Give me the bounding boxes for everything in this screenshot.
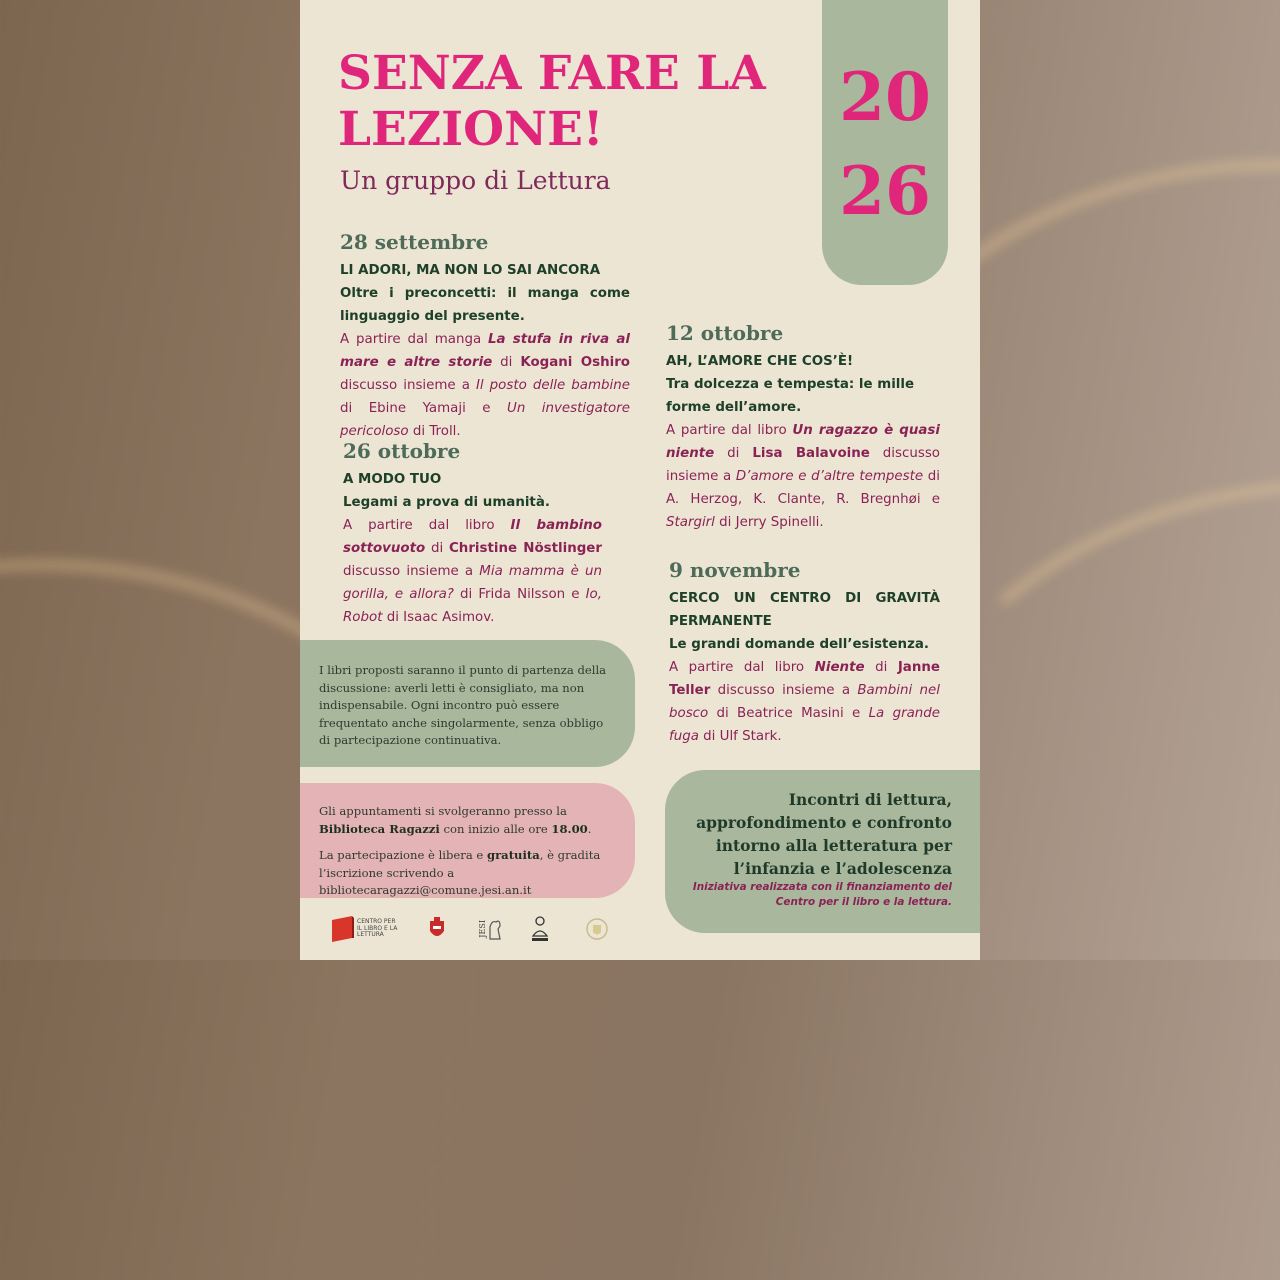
- desc-text: discusso insieme a: [710, 683, 858, 698]
- desc-text: A partire dal libro: [666, 423, 793, 438]
- related-book: Il posto delle bambine: [475, 378, 630, 393]
- year-bottom: 26: [839, 152, 931, 230]
- promo-box: [665, 770, 980, 933]
- desc-text: di: [425, 541, 449, 556]
- reading-figure-logo: [528, 912, 552, 946]
- book-title: Un ragazzo è quasi niente: [666, 423, 940, 461]
- info-paragraph: I libri proposti saranno il punto di partenza della discussione: averli letti è consigliato, ma non indispensabile. Ogni incontro può essere frequentato anche singolarmente, senza obbligo di partecipazione continuativa.: [319, 663, 607, 747]
- book-author: Janne Teller: [669, 660, 940, 698]
- page-subtitle: Un gruppo di Lettura: [340, 166, 611, 195]
- book-title: Il bambino sottovuoto: [343, 518, 603, 556]
- promo-note: Iniziativa realizzata con il finanziamento del Centro per il libro e la lettura.: [692, 881, 952, 908]
- desc-text: A partire dal libro: [343, 518, 511, 533]
- book-author: Kogani Oshiro: [520, 355, 630, 370]
- info-text-span: , è gradita l’iscrizione scrivendo a bibliotecaragazzi@comune.jesi.an.it: [319, 848, 601, 897]
- info-text-span: con inizio alle ore: [439, 821, 552, 836]
- event-date: 26 ottobre: [343, 439, 461, 463]
- book-author: Lisa Balavoine: [752, 446, 870, 461]
- book-title: Niente: [814, 660, 865, 675]
- cepell-mark-icon: [330, 916, 354, 942]
- desc-text: di: [492, 355, 521, 370]
- event-heading: CERCO UN CENTRO DI GRAVITÀ PERMANENTE: [669, 591, 940, 629]
- desc-text: discusso insieme a: [343, 564, 480, 579]
- year-top: 20: [839, 58, 931, 136]
- event-tagline: Le grandi domande dell’esistenza.: [669, 637, 929, 652]
- year-tab: [822, 0, 948, 285]
- event-date: 9 novembre: [669, 558, 801, 582]
- desc-text: di Frida Nilsson e: [453, 587, 586, 602]
- desc-text: di Ulf Stark.: [698, 729, 782, 744]
- lion-icon: [487, 917, 503, 941]
- event-card: [343, 438, 602, 629]
- related-book: Bambini nel bosco: [669, 683, 940, 721]
- desc-text: di Isaac Asimov.: [382, 610, 495, 625]
- desc-text: di Ebine Yamaji e: [340, 401, 508, 416]
- desc-text: di Beatrice Masini e: [708, 706, 869, 721]
- event-tagline: Tra dolcezza e tempesta: le mille forme dell’amore.: [666, 377, 915, 415]
- info-text-span: .: [587, 821, 592, 836]
- event-card: [669, 557, 940, 748]
- related-book: Un investigatore pericoloso: [340, 401, 630, 439]
- info-text-span: La partecipazione è libera e: [319, 848, 487, 862]
- event-description: [669, 656, 940, 748]
- reading-figure-icon: [528, 914, 552, 944]
- event-heading: A MODO TUO: [343, 472, 442, 487]
- desc-text: di Jerry Spinelli.: [714, 515, 824, 530]
- desc-text: di: [714, 446, 753, 461]
- desc-text: di Troll.: [408, 424, 461, 439]
- desc-text: discusso insieme a: [666, 446, 941, 484]
- desc-text: discusso insieme a: [340, 378, 476, 393]
- info-text-span: Gli appuntamenti si svolgeranno presso la: [319, 804, 567, 818]
- jesi-logo-text: JESI: [478, 920, 487, 938]
- related-book: Stargirl: [666, 515, 715, 530]
- event-tagline: Oltre i preconcetti: il manga come linguaggio del presente.: [340, 286, 630, 324]
- municipal-crest-logo: [585, 912, 609, 946]
- sponsor-logos: [330, 912, 630, 946]
- page-title: SENZA FARE LA LEZIONE!: [338, 46, 766, 157]
- event-date: 28 settembre: [340, 230, 489, 254]
- info-text-green: [319, 662, 615, 750]
- info-free: gratuita: [486, 848, 540, 862]
- municipal-crest-icon: [585, 915, 609, 943]
- event-description: [666, 419, 940, 534]
- info-paragraph: [319, 847, 619, 900]
- event-description: [340, 328, 630, 443]
- event-date: 12 ottobre: [666, 321, 784, 345]
- poster: [300, 0, 980, 960]
- book-author: Christine Nöstlinger: [448, 541, 602, 556]
- event-card: [666, 320, 940, 534]
- desc-text: di: [864, 660, 898, 675]
- promo-main-text: Incontri di lettura, approfondimento e confronto intorno alla letteratura per l’infanzia e l’adolescenza: [696, 790, 952, 878]
- event-tagline: Legami a prova di umanità.: [343, 495, 550, 510]
- library-crest-logo: [428, 912, 446, 946]
- info-text-pink: [319, 803, 619, 900]
- jesi-logo: [478, 912, 503, 946]
- info-time: 18.00: [551, 821, 588, 836]
- event-heading: AH, L’AMORE CHE COS’È!: [666, 354, 854, 369]
- event-description: [343, 514, 602, 629]
- desc-text: A partire dal manga: [340, 332, 488, 347]
- event-heading: LI ADORI, MA NON LO SAI ANCORA: [340, 263, 601, 278]
- related-book: La grande fuga: [669, 706, 940, 744]
- related-book: Mia mamma è un gorilla, e allora?: [343, 564, 602, 602]
- cepell-logo: [330, 912, 401, 946]
- crest-icon: [428, 917, 446, 941]
- desc-text: di A. Herzog, K. Clante, R. Bregnhøi e: [666, 469, 940, 507]
- desc-text: A partire dal libro: [669, 660, 815, 675]
- book-title: La stufa in riva al mare e altre storie: [340, 332, 630, 370]
- related-book: D’amore e d’altre tempeste: [735, 469, 924, 484]
- cepell-logo-text: CENTRO PER IL LIBRO E LA LETTURA: [357, 918, 398, 939]
- event-card: [340, 229, 630, 443]
- info-venue: Biblioteca Ragazzi: [319, 821, 440, 836]
- related-book: Io, Robot: [343, 587, 602, 625]
- info-paragraph: [319, 803, 619, 838]
